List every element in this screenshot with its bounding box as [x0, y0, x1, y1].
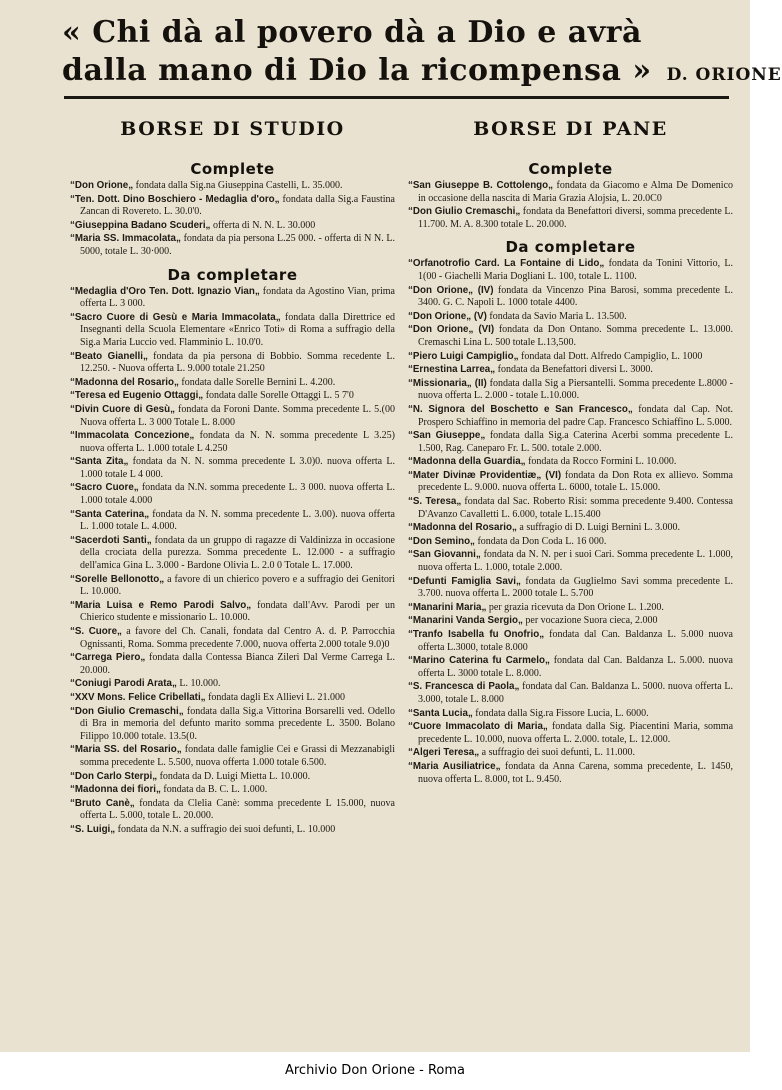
fund-entry	[408, 285, 733, 310]
fund-details: fondata da Savio Maria L. 13.500.	[486, 310, 627, 322]
fund-name: “Santa Lucia„	[408, 707, 473, 719]
fund-details: fondata da pia persona L.25 000. - offerta di N N. L. 5000, totale L. 30·000.	[80, 233, 395, 257]
fund-name: “N. Signora del Boschetto e San Francesco„	[408, 403, 633, 415]
fund-name: “S. Luigi„	[70, 823, 116, 835]
fund-name: “Cuore Immacolato di Maria„	[408, 721, 548, 733]
fund-details: fondata dal Can. Baldanza L. 5.000 nuova offerta L.3000, totale 8.000	[418, 629, 733, 653]
fund-name: “Maria SS. Immacolata„	[70, 233, 181, 245]
fund-name: “Don Carlo Sterpi„	[70, 770, 158, 782]
fund-details: fondata dal Dott. Alfredo Campiglio, L. 1000	[518, 350, 703, 362]
fund-entry	[408, 206, 733, 231]
fund-name: “Maria SS. del Rosario„	[70, 744, 182, 756]
fund-entry	[408, 747, 733, 760]
fund-entry	[70, 626, 395, 651]
fund-entry	[408, 549, 733, 574]
fund-details: fondata dalle Sorelle Bernini L. 4.200.	[178, 376, 336, 388]
fund-details: fondata da B. C. L. 1.000.	[160, 784, 268, 796]
fund-entry	[408, 324, 733, 349]
fund-details: fondata da Guglielmo Savi somma precedente L. 3.700. nuova offerta L. 2000 totale L. 5.700	[418, 575, 733, 600]
fund-name: “Sacro Cuore di Gesù e Maria Immacolata„	[70, 311, 281, 323]
fund-entry	[70, 180, 395, 193]
fund-name: “Bruto Canè„	[70, 797, 135, 809]
fund-name: “Don Orione„	[70, 180, 134, 191]
motto-line-1: « Chi dà al povero dà a Dio e avrà	[62, 15, 642, 50]
fund-name: “Santa Zita„	[70, 456, 129, 468]
fund-entry	[70, 574, 395, 599]
fund-name: “Missionaria„ (II)	[408, 377, 487, 389]
fund-details: fondata da N. N. per i suoi Cari. Somma precedente L. 1.000, nuova offerta L. 1.000, totale 2.000.	[418, 549, 733, 574]
fund-details: fondata da D. Luigi Mietta L. 10.000.	[157, 770, 311, 782]
fund-entry	[70, 220, 395, 233]
studio-complete-list	[70, 180, 395, 259]
fund-entry	[408, 351, 733, 364]
fund-entry	[408, 430, 733, 455]
fund-details: fondata dalla Sig.a Faustina Zancan di Rovereto. L. 30.0'0.	[80, 193, 395, 218]
fund-entry	[70, 535, 395, 573]
fund-name: “XXV Mons. Felice Cribellati„	[70, 691, 206, 703]
fund-details: a favore del Ch. Canali, fondata dal Centro A. d. P. Parrocchia Ognissanti, Roma. Somma precedente 7.000, nuova offerta 2.000 totale 9.0)0	[80, 626, 395, 650]
fund-name: “Defunti Famiglia Savi„	[408, 575, 521, 587]
fund-entry	[70, 652, 395, 677]
fund-details: fondata dal Cap. Not. Prospero Schiaffino in memoria del padre Cap. Francesco Schiaffino L. 5.000.	[418, 403, 734, 428]
motto-author: D. ORIONE	[666, 65, 782, 85]
fund-details: fondata da Don Coda L. 16 000.	[474, 535, 607, 547]
studio-incomplete-list	[70, 286, 395, 837]
fund-name: “San Giovanni„	[408, 549, 481, 561]
fund-details: a suffragio di D. Luigi Bernini L. 3.000.	[516, 522, 680, 534]
fund-name: “Don Orione„ (VI)	[408, 324, 495, 336]
fund-details: a suffragio dei suoi defunti, L. 11.000.	[479, 747, 635, 759]
fund-name: “Don Giulio Cremaschi„	[408, 206, 521, 218]
fund-details: fondata da Rocco Formini L. 10.000.	[525, 456, 677, 468]
fund-name: “Carrega Piero„	[70, 652, 146, 664]
fund-details: fondata dalla Direttrice ed Insegnanti della Scuola Elementare «Enrico Toti» di Roma a suffragio della Sig.a Maria Luccio ved. Flamminio L. 10.0'0.	[80, 311, 395, 348]
fund-entry	[408, 602, 733, 615]
motto-line-2	[62, 52, 782, 94]
fund-entry	[70, 390, 395, 403]
fund-name: “Sacerdoti Santi„	[70, 534, 152, 546]
fund-details: fondata dalle famiglie Cei e Grassi di Mezzanabigli somma precedente L. 5.500, nuova offerta 1.000 totale 6.500.	[80, 744, 395, 768]
fund-entry	[70, 600, 395, 625]
fund-name: “San Giuseppe„	[408, 430, 486, 442]
borse-studio-title: BORSE DI STUDIO	[120, 118, 345, 140]
fund-details: fondata da Giacomo e Alma De Domenico in occasione della nascita di Maria Grazia Alojsia, L. 20.0C0	[418, 180, 734, 204]
header-rule	[64, 96, 729, 99]
fund-details: fondata dal Can. Baldanza L. 5.000. nuova offerta L. 3000 totale L. 8.000.	[418, 655, 733, 679]
fund-entry	[408, 364, 733, 377]
fund-name: “Algeri Teresa„	[408, 747, 480, 759]
fund-name: “Madonna del Rosario„	[408, 522, 517, 534]
fund-name: “Maria Ausiliatrice„	[408, 760, 501, 772]
fund-name: “Orfanotrofio Card. La Fontaine di Lido„	[408, 258, 605, 270]
fund-details: fondata da N. N. somma precedente L. 3.00). nuova offerta L. 1.000 totale L. 4.000.	[80, 508, 395, 533]
fund-details: fondata da Vincenzo Pina Barosi, somma precedente L. 3400. G. C. Napoli L. 1000 totale 4400.	[418, 284, 733, 309]
fund-entry	[408, 404, 733, 429]
fund-entry	[408, 721, 733, 746]
fund-details: fondata da Agostino Vian, prima offerta L. 3 000.	[80, 285, 395, 310]
fund-name: “S. Cuore„	[70, 626, 122, 637]
fund-details: offerta di N. N. L. 30.000	[210, 219, 316, 231]
borse-pane-column	[408, 108, 733, 787]
fund-details: fondata da Benefattori diversi L. 3000.	[495, 364, 653, 376]
fund-details: per grazia ricevuta da Don Orione L. 1.200.	[486, 601, 664, 613]
fund-entry	[70, 351, 395, 376]
fund-details: fondata dalle Sorelle Ottaggi L. 5 7'0	[203, 390, 354, 402]
fund-entry	[408, 615, 733, 628]
fund-details: fondata da Don Rota ex allievo. Somma precedente L. 9.000. nuova offerta L. 6000, totale L. 15.000.	[418, 469, 733, 494]
fund-name: “Santa Caterina„	[70, 508, 150, 520]
fund-name: “Mater Divinæ Providentiæ„ (VI)	[408, 469, 562, 481]
borse-pane-title: BORSE DI PANE	[473, 118, 668, 140]
fund-entry	[408, 681, 733, 706]
fund-entry	[70, 194, 395, 219]
fund-name: “Immacolata Concezione„	[70, 430, 195, 442]
fund-details: fondata da Benefattori diversi, somma precedente L. 11.700. M. A. 8.300 totale L. 20.000.	[418, 206, 734, 230]
fund-details: fondata da N. N. somma precedente L 3.0)0. nuova offerta L. 1.000 totale L 4 000.	[80, 456, 395, 480]
fund-name: “Beato Gianelli„	[70, 350, 148, 362]
fund-entry	[70, 286, 395, 311]
fund-entry	[70, 233, 395, 258]
fund-entry	[408, 536, 733, 549]
fund-details: fondata da Don Ontano. Somma precedente L. 13.000. Cremaschi Lina L. 500 totale L.13,500.	[418, 324, 733, 348]
fund-name: “S. Francesca di Paola„	[408, 681, 520, 693]
fund-details: fondata dal Can. Baldanza L. 5000. nuova offerta L. 3.000, totale L. 8.000	[418, 681, 733, 705]
fund-name: “Divin Cuore di Gesù„	[70, 403, 176, 415]
pane-incomplete-list	[408, 258, 733, 786]
fund-details: fondata dal Sac. Roberto Risi: somma precedente 9.400. Contessa D'Avanzo Cavalletti L. 6.000, totale L.15.400	[418, 496, 733, 520]
fund-details: per vocazione Suora cieca, 2.000	[522, 615, 658, 627]
fund-entry	[408, 761, 733, 786]
fund-details: fondata dall'Avv. Parodi per un Chierico studente e missionario L. 10.000.	[80, 599, 395, 624]
fund-entry	[70, 312, 395, 350]
fund-entry	[70, 456, 395, 481]
fund-entry	[408, 456, 733, 469]
studio-incomplete-title: Da completare	[167, 265, 298, 284]
fund-name: “Don Orione„ (IV)	[408, 284, 494, 296]
fund-name: “S. Teresa„	[408, 496, 462, 508]
fund-entry	[408, 496, 733, 521]
pane-incomplete-title: Da completare	[505, 238, 636, 257]
fund-details: fondata dalla Sig.na Giuseppina Castelli, L. 35.000.	[133, 180, 343, 191]
fund-entry	[408, 258, 733, 283]
fund-name: “Teresa ed Eugenio Ottaggi„	[70, 390, 204, 402]
fund-entry	[408, 180, 733, 205]
motto	[62, 14, 782, 94]
fund-name: “Don Giulio Cremaschi„	[70, 705, 184, 717]
fund-details: fondata dalla Sig.a Caterina Acerbi somma precedente L. 1.500, Rag. Caneparo Fr. L. 500. totale 2.000.	[418, 430, 733, 454]
fund-entry	[408, 378, 733, 403]
fund-name: “Sacro Cuore„	[70, 482, 139, 494]
fund-entry	[408, 311, 733, 324]
fund-name: “Ernestina Larrea„	[408, 364, 496, 376]
fund-details: fondata dalla Sig a Piersantelli. Somma precedente L.8000 - nuova offerta L. 2.000 - totale L.10.000.	[418, 377, 734, 402]
fund-name: “Sorelle Bellonotto„	[70, 573, 165, 585]
archive-caption: Archivio Don Orione - Roma	[0, 1052, 750, 1090]
fund-details: fondata dagli Ex Allievi L. 21.000	[205, 691, 345, 703]
fund-entry	[70, 706, 395, 744]
fund-details: fondata da Tonini Vittorio, L. 1(00 - Giachelli Maria Dogliani L. 100, totale L. 1100.	[418, 258, 733, 282]
fund-name: “Manarini Maria„	[408, 601, 487, 613]
fund-name: “Don Orione„ (V)	[408, 310, 487, 322]
pane-complete-list	[408, 180, 733, 231]
fund-details: fondata dalla Sig.ra Fissore Lucia, L. 6000.	[472, 707, 649, 719]
fund-entry	[70, 771, 395, 784]
fund-entry	[408, 708, 733, 721]
fund-entry	[70, 678, 395, 691]
fund-details: fondata da N.N. a suffragio dei suoi defunti, L. 10.000	[115, 823, 336, 835]
fund-details: fondata da Clelia Canè: somma precedente L 15.000, nuova offerta L. 5.000, totale L. 20.000.	[80, 797, 395, 822]
fund-entry	[408, 470, 733, 495]
fund-details: fondata dalla Sig.a Vittorina Borsarelli ved. Odello di Bra in memoria del defunto marito somma precedente L. 3500. Bolano Filippo 10.000 totale. 13.5(0.	[80, 705, 395, 742]
fund-name: “Madonna del Rosario„	[70, 376, 179, 388]
fund-entry	[408, 522, 733, 535]
borse-studio-column	[70, 108, 395, 838]
fund-name: “Medaglia d'Oro Ten. Dott. Ignazio Vian„	[70, 285, 260, 297]
fund-name: “Madonna della Guardia„	[408, 456, 526, 468]
motto-line-2-text: dalla mano di Dio la ricompensa »	[62, 53, 652, 88]
fund-name: “San Giuseppe B. Cottolengo„	[408, 180, 554, 191]
fund-entry	[70, 404, 395, 429]
fund-entry	[70, 430, 395, 455]
fund-entry	[70, 692, 395, 705]
fund-entry	[408, 655, 733, 680]
fund-name: “Tranfo Isabella fu Onofrio„	[408, 629, 545, 640]
fund-entry	[70, 824, 395, 837]
fund-entry	[70, 798, 395, 823]
fund-details: fondata da Anna Carena, somma precedente, L. 1450, nuova offerta L. 8.000, tot L. 9.450.	[418, 760, 733, 785]
pane-complete-title: Complete	[528, 160, 613, 178]
fund-name: “Giuseppina Badano Scuderi„	[70, 219, 211, 231]
fund-details: a favore di un chierico povero e a suffragio dei Genitori L. 10.000.	[80, 573, 395, 598]
fund-entry	[70, 482, 395, 507]
fund-details: fondata da N. N. somma precedente L 3.25) nuova offerta L. 1.000 totale L 4.250	[80, 430, 396, 454]
fund-details: fondata dalla Contessa Bianca Zileri Dal Verme Carrega L. 20.000.	[80, 652, 395, 676]
fund-name: “Manarini Vanda Sergio„	[408, 615, 523, 627]
fund-name: “Don Semino„	[408, 535, 475, 547]
fund-name: “Piero Luigi Campiglio„	[408, 350, 519, 362]
fund-name: “Marino Caterina fu Carmelo„	[408, 655, 550, 667]
fund-entry	[408, 576, 733, 601]
fund-details: fondata da Foroni Dante. Somma precedente L. 5.(00 Nuova offerta L. 3 000 Totale L. 8.000	[80, 403, 395, 428]
fund-name: “Coniugi Parodi Arata„	[70, 678, 177, 690]
fund-name: “Madonna dei fiori„	[70, 784, 161, 796]
fund-details: fondata da pia persona di Bobbio. Somma recedente L. 12.250. - Nuova offerta L. 9.000 totale 21.250	[80, 350, 395, 375]
fund-details: L. 10.000.	[176, 678, 221, 690]
fund-entry	[70, 784, 395, 797]
fund-entry	[70, 377, 395, 390]
fund-details: fondata dalla Sig. Piacentini Maria, somma precedente L. 10.000, nuova offerta L. 2.000. totale, L. 12.000.	[418, 721, 734, 745]
studio-complete-title: Complete	[190, 160, 275, 178]
fund-details: fondata da un gruppo di ragazze di Valdinizza in occasione della crociata della purezza. Somma precedente L. 12.000 - a suffragio dell'amica Gina L. 3.000 - Bardone Olivia L. 2.0 0 Totale L. 17.000.	[80, 534, 395, 572]
fund-entry	[70, 509, 395, 534]
fund-entry	[70, 744, 395, 769]
fund-name: “Maria Luisa e Remo Parodi Salvo„	[70, 599, 252, 611]
fund-details: fondata da N.N. somma precedente L. 3 000. nuova offerta L. 1.000 totale 4.000	[80, 482, 395, 507]
fund-name: “Ten. Dott. Dino Boschiero - Medaglia d'oro„	[70, 193, 280, 205]
fund-entry	[408, 629, 733, 654]
